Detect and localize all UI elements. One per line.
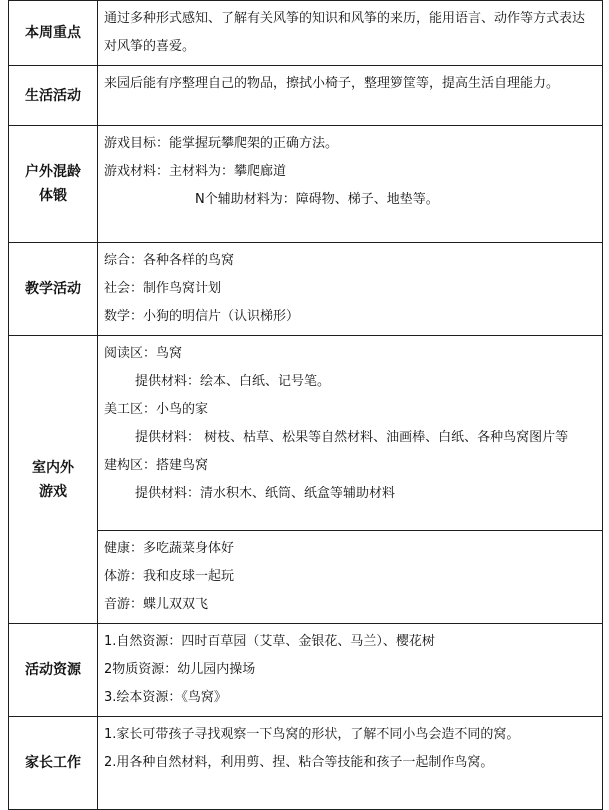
label-indoor-line-1: 室内外 — [32, 459, 74, 476]
life-activities-text: 来园后能有序整理自己的物品，擦拭小椅子，整理箩筐等，提高生活自理能力。 — [104, 76, 560, 91]
content-games-list — [98, 531, 603, 624]
teaching-item-1: 综合：各种各样的鸟窝 — [104, 253, 235, 268]
row-teaching-activities — [9, 243, 603, 336]
game-health: 健康：多吃蔬菜身体好 — [104, 541, 235, 556]
game-sports: 体游：我和皮球一起玩 — [104, 569, 235, 584]
weekly-plan-table — [8, 0, 603, 810]
weekly-focus-text: 通过多种形式感知、了解有关风筝的知识和风筝的来历，能用语言、动作等方式表达对风筝的喜爱。 — [104, 11, 586, 54]
label-weekly-focus: 本周重点 — [9, 1, 98, 66]
outdoor-materials: 游戏材料：主材料为：攀爬廊道 — [104, 164, 287, 179]
row-outdoor-exercise — [9, 126, 603, 243]
outdoor-goal: 游戏目标：能掌握玩攀爬架的正确方法。 — [104, 136, 339, 151]
label-activity-resources: 活动资源 — [9, 624, 98, 717]
content-activity-resources — [98, 624, 603, 717]
row-weekly-focus — [9, 1, 603, 66]
art-area: 美工区：小鸟的家 — [104, 402, 209, 417]
content-life-activities — [98, 66, 603, 126]
label-teaching-activities: 教学活动 — [9, 243, 98, 336]
content-teaching-activities — [98, 243, 603, 336]
label-outdoor-line-2: 体锻 — [39, 188, 67, 204]
teaching-item-2: 社会：制作鸟窝计划 — [104, 281, 222, 296]
reading-area: 阅读区：鸟窝 — [104, 346, 183, 361]
outdoor-aux-materials: N个辅助材料为：障碍物、梯子、地垫等。 — [195, 192, 439, 207]
building-area-materials: 提供材料：清水积木、纸筒、纸盒等辅助材料 — [135, 486, 396, 501]
content-outdoor-exercise — [98, 126, 603, 243]
parent-work-item-1: 1.家长可带孩子寻找观察一下鸟窝的形状，了解不同小鸟会造不同的窝。 — [104, 727, 520, 742]
teaching-item-3: 数学：小狗的明信片（认识梯形） — [104, 309, 300, 324]
game-music: 音游：蝶儿双双飞 — [104, 597, 209, 612]
label-indoor-outdoor-games — [9, 336, 98, 624]
row-activity-resources — [9, 624, 603, 717]
building-area: 建构区：搭建鸟窝 — [104, 458, 209, 473]
content-weekly-focus — [98, 1, 603, 66]
label-indoor-line-2: 游戏 — [39, 483, 67, 500]
art-area-materials: 提供材料： 树枝、枯草、松果等自然材料、油画棒、白纸、各种鸟窝图片等 — [135, 430, 569, 445]
label-outdoor-line-1: 户外混龄 — [25, 164, 81, 180]
parent-work-item-2: 2.用各种自然材料，利用剪、捏、粘合等技能和孩子一起制作鸟窝。 — [104, 755, 494, 770]
resource-material: 2物质资源：幼儿园内操场 — [104, 662, 256, 677]
row-parent-work — [9, 717, 603, 810]
label-outdoor-exercise — [9, 126, 98, 243]
content-play-areas — [98, 336, 603, 531]
resource-picture-book: 3.绘本资源：《鸟窝》 — [104, 690, 227, 705]
content-parent-work — [98, 717, 603, 810]
row-indoor-outdoor-games-list — [9, 531, 603, 624]
resource-natural: 1.自然资源：四时百草园（艾草、金银花、马兰）、樱花树 — [104, 634, 435, 649]
label-life-activities: 生活活动 — [9, 66, 98, 126]
row-life-activities — [9, 66, 603, 126]
reading-area-materials: 提供材料：绘本、白纸、记号笔。 — [135, 374, 331, 389]
row-indoor-outdoor-games-areas — [9, 336, 603, 531]
label-parent-work: 家长工作 — [9, 717, 98, 810]
